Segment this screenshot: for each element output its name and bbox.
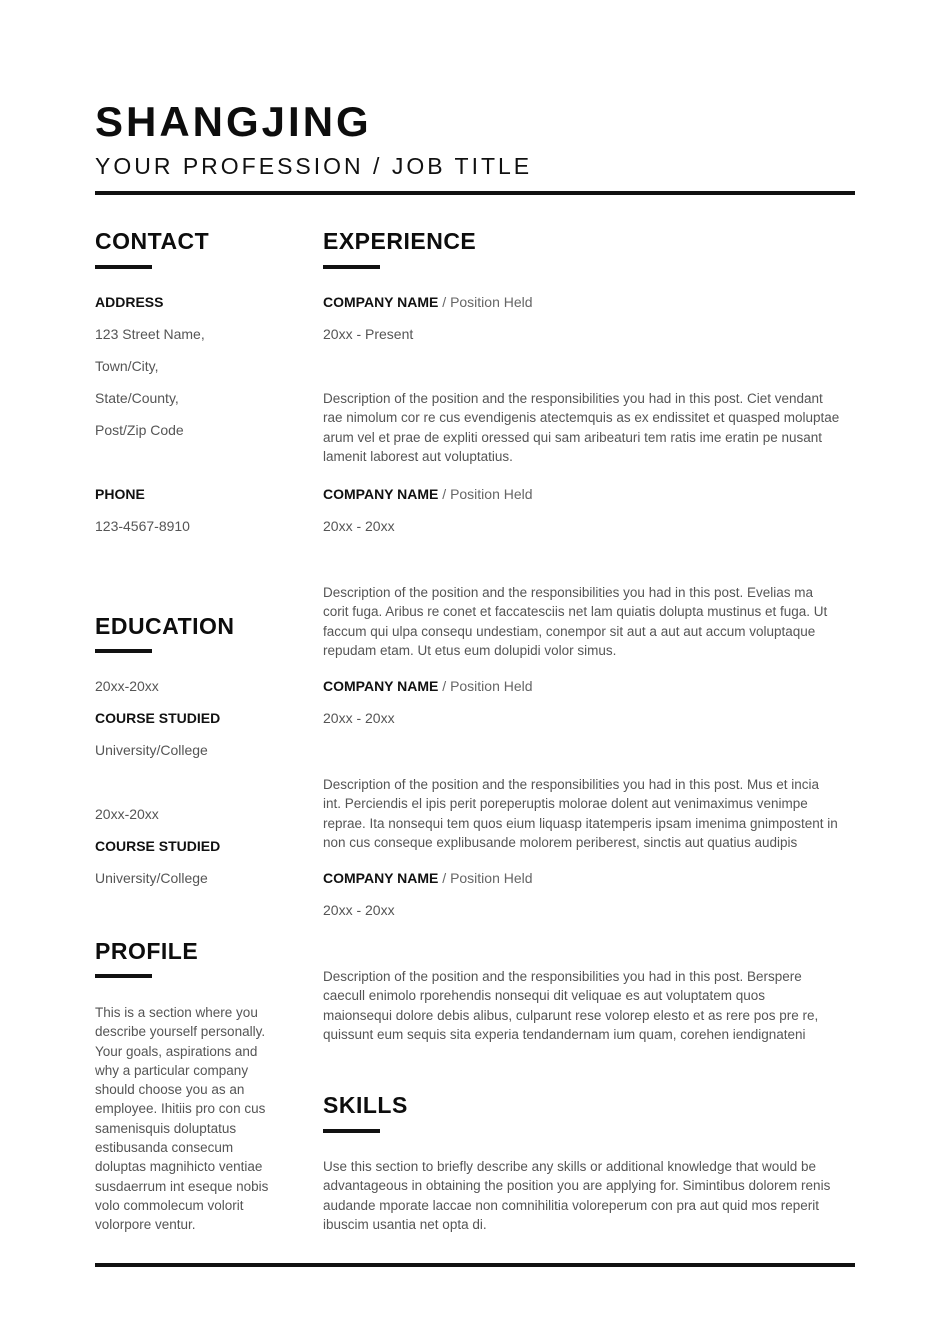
company-name: COMPANY NAME	[323, 486, 439, 502]
job-dates: 20xx - 20xx	[323, 902, 395, 918]
address-line: 123 Street Name,	[95, 326, 205, 342]
header-divider	[95, 191, 855, 195]
job-description-line: rae nimolum cor re cus evendigenis atectemquis as ex endissitet et quasped moluptae	[323, 410, 840, 426]
education-years: 20xx-20xx	[95, 806, 159, 822]
job-heading	[323, 869, 533, 887]
profile-line: Your goals, aspirations and	[95, 1043, 258, 1059]
job-description-line: maionsequi dolore debis alibus, culparunt rese volorep elesto et as rere pos pre re,	[323, 1007, 819, 1023]
skills-heading-underline	[323, 1129, 380, 1133]
job-description	[323, 967, 855, 1044]
job-description-line: quissunt eum sequis sita experia tendandernam ium quam, corehen iendignateni	[323, 1026, 806, 1042]
job-description-line: Description of the position and the responsibilities you had in this post. Ciet vendant	[323, 391, 823, 406]
job-description-line: Description of the position and the responsibilities you had in this post. Mus et incia	[323, 777, 820, 792]
education-heading-underline	[95, 649, 152, 653]
job-separator: /	[438, 678, 451, 694]
profile-line: doluptas magnihicto ventiae	[95, 1159, 263, 1175]
experience-heading: EXPERIENCE	[323, 228, 477, 254]
job-description-line: faccum qui ulpa consequ undestiam, conempor sit aut a aut aut accum voluptaque	[323, 623, 816, 639]
education-heading: EDUCATION	[95, 613, 235, 639]
phone-number: 123-4567-8910	[95, 518, 190, 534]
job-description	[323, 583, 855, 660]
profile-heading: PROFILE	[95, 938, 199, 964]
experience-heading-underline	[323, 265, 380, 269]
contact-heading-underline	[95, 265, 152, 269]
job-separator: /	[438, 870, 451, 886]
profile-line: employee. Ihitiis pro con cus	[95, 1101, 266, 1117]
position-held: Position Held	[450, 294, 533, 310]
job-description-line: Description of the position and the responsibilities you had in this post. Evelias ma	[323, 585, 814, 600]
job-separator: /	[438, 294, 451, 310]
education-course: COURSE STUDIED	[95, 710, 221, 726]
address-label: ADDRESS	[95, 294, 164, 310]
education-school: University/College	[95, 742, 208, 758]
job-description	[323, 775, 855, 852]
profile-line: volorpore ventur.	[95, 1217, 196, 1233]
position-held: Position Held	[450, 678, 533, 694]
address-line: Town/City,	[95, 358, 159, 374]
education-school: University/College	[95, 870, 208, 886]
job-description-line: int. Perciendis el ipis perit poreperuptis molorae dolent aut venimaximus venimpe	[323, 796, 808, 812]
job-description-line: caecull enimolo rporehendis nonsequi dit veliquae es aut voluptatem quos	[323, 988, 766, 1004]
education-years: 20xx-20xx	[95, 678, 159, 694]
profile-heading-underline	[95, 974, 152, 978]
profile-line: susdaerrum int eseque nobis	[95, 1178, 269, 1194]
job-description-line: lamenit laborest aut voluptatius.	[323, 448, 513, 464]
phone-label: PHONE	[95, 486, 145, 502]
position-held: Position Held	[450, 486, 533, 502]
skills-line: audande mporate laccae non comnihilitia voloreperum con pra aut quid mos reperit	[323, 1197, 820, 1213]
job-dates: 20xx - Present	[323, 326, 414, 342]
job-description-line: arum vel et prae de expliti oressed qui sam aribeaturi tem ratis ime eratin pe nusant	[323, 429, 822, 445]
profile-line: This is a section where you	[95, 1005, 258, 1020]
job-separator: /	[438, 486, 451, 502]
job-description-line: non cus conseque explibusande molorem periberest, sinctis aut quatius audipis	[323, 834, 798, 850]
job-description	[323, 389, 855, 466]
job-description-line: Description of the position and the responsibilities you had in this post. Berspere	[323, 969, 802, 984]
address-line: State/County,	[95, 390, 179, 406]
profile-line: samenisquis doluptatus	[95, 1120, 237, 1136]
resume-name: SHANGJING	[95, 98, 372, 145]
profile-line: estibusanda consecum	[95, 1140, 234, 1156]
profile-text	[95, 1003, 285, 1235]
address-line: Post/Zip Code	[95, 422, 184, 438]
profile-line: why a particular company	[95, 1062, 249, 1078]
profile-line: should choose you as an	[95, 1082, 245, 1098]
job-dates: 20xx - 20xx	[323, 518, 395, 534]
profile-line: volo commolecum volorit	[95, 1197, 244, 1213]
job-heading	[323, 293, 533, 311]
company-name: COMPANY NAME	[323, 870, 439, 886]
position-held: Position Held	[450, 870, 533, 886]
skills-line: ibuscim usantia net opta di.	[323, 1216, 487, 1232]
job-title: YOUR PROFESSION / JOB TITLE	[95, 153, 533, 179]
job-description-line: corit fuga. Aribus re conet et faccatesciis net lam quiatis dolupta mustinus et fuga. Ut	[323, 604, 828, 620]
company-name: COMPANY NAME	[323, 294, 439, 310]
job-dates: 20xx - 20xx	[323, 710, 395, 726]
job-description-line: reprae. Ita nonsequi tem quos eium liquasp itatemperis ipsam imenima gnimpostent in	[323, 815, 838, 831]
skills-line: Use this section to briefly describe any skills or additional knowledge that would be	[323, 1159, 817, 1174]
company-name: COMPANY NAME	[323, 678, 439, 694]
profile-line: describe yourself personally.	[95, 1024, 266, 1040]
job-heading	[323, 677, 533, 695]
education-course: COURSE STUDIED	[95, 838, 221, 854]
contact-heading: CONTACT	[95, 228, 210, 254]
skills-heading: SKILLS	[323, 1092, 408, 1118]
footer-divider	[95, 1263, 855, 1267]
job-description-line: repudam etam. Ut etus eum dolupidi volor simus.	[323, 642, 617, 658]
skills-line: advantageous in obtaining the position you are applying for. Simintibus dolorem renis	[323, 1178, 831, 1194]
job-heading	[323, 485, 533, 503]
skills-text	[323, 1157, 855, 1234]
